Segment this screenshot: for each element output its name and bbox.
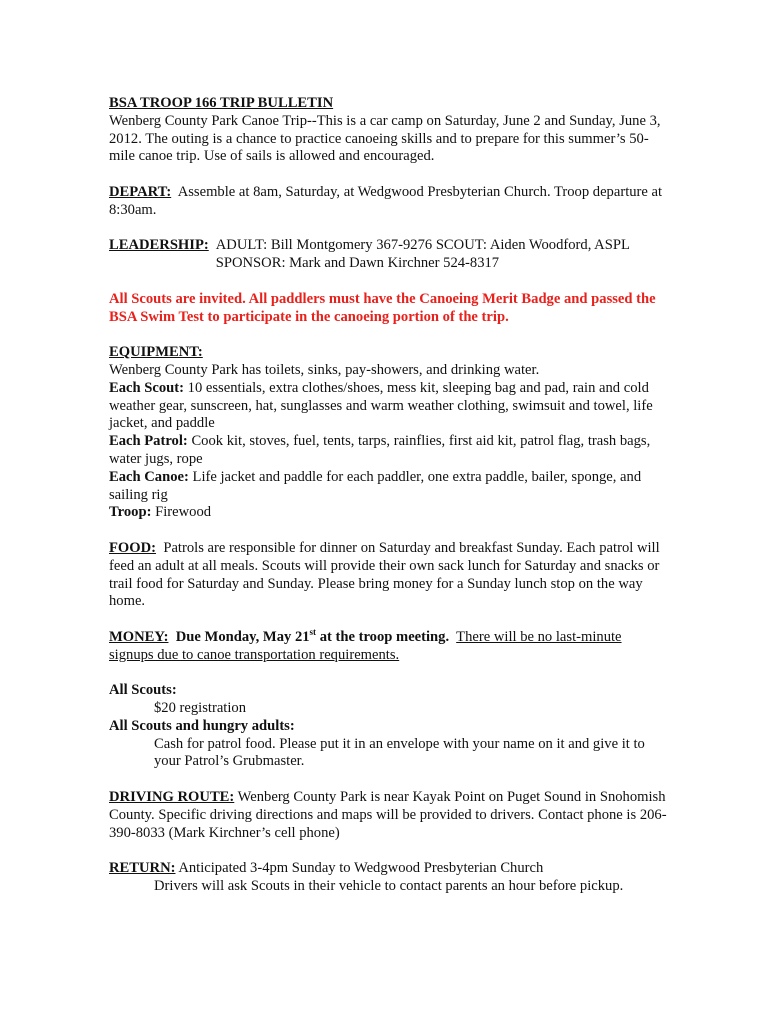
depart-label: DEPART: — [109, 183, 172, 200]
money-note: There will be no last-minute signups due to canoe transportation requirements. — [109, 628, 622, 663]
food-text: Patrols are responsible for dinner on Saturday and breakfast Sunday. Each patrol will feed an adult at all meals. Scouts will provide their own sack lunch for Saturday and snacks or trail food for Saturday and Sunday. Please bring money for a Sunday lunch stop on the way home. — [109, 539, 660, 610]
leadership-section — [109, 237, 669, 273]
equipment-section — [109, 344, 669, 522]
money-label: MONEY: — [109, 628, 169, 645]
money-section — [109, 629, 669, 665]
return-label: RETURN: — [109, 860, 176, 877]
money-due: Due Monday, May 21st at the troop meeting. — [175, 627, 450, 645]
equipment-item: Each Scout: 10 essentials, extra clothes/shoes, mess kit, sleeping bag and pad, rain and cold weather gear, sunscreen, hat, sunglasses and warm weather clothing, swimsuit and towel, life jacket, and paddle — [109, 379, 653, 432]
participation-notice: All Scouts are invited. All paddlers must have the Canoeing Merit Badge and passed the BSA Swim Test to participate in the canoeing portion of the trip. — [109, 290, 656, 325]
intro-paragraph: Wenberg County Park Canoe Trip--This is a car camp on Saturday, June 2 and Sunday, June 3, 2012. The outing is a chance to practice canoeing skills and to prepare for this summer’s 50-mile canoe trip. Use of sails is allowed and encouraged. — [109, 112, 661, 165]
leadership-line-2: SPONSOR: Mark and Dawn Kirchner 524-8317 — [215, 255, 500, 272]
depart-text: Assemble at 8am, Saturday, at Wedgwood Presbyterian Church. Troop departure at 8:30am. — [109, 183, 663, 218]
payment-text: Cash for patrol food. Please put it in an envelope with your name on it and give it to your Patrol’s Grubmaster. — [154, 735, 645, 770]
payment-label: All Scouts and hungry adults: — [109, 717, 295, 734]
food-section — [109, 540, 669, 611]
return-line-1: Anticipated 3-4pm Sunday to Wedgwood Presbyterian Church — [178, 860, 544, 877]
return-section — [109, 860, 669, 896]
payment-label: All Scouts: — [109, 682, 177, 699]
depart-section — [109, 184, 669, 220]
equipment-item: Each Patrol: Cook kit, stoves, fuel, tents, tarps, rainflies, first aid kit, patrol flag, trash bags, water jugs, rope — [109, 433, 651, 467]
driving-text: Wenberg County Park is near Kayak Point on Puget Sound in Snohomish County. Specific driving directions and maps will be provided to drivers. Contact phone is 206-390-8033 (Mark Kirchner’s cell phone) — [109, 789, 667, 841]
leadership-line-1: ADULT: Bill Montgomery 367-9276 SCOUT: Aiden Woodford, ASPL — [215, 237, 630, 254]
bulletin-page — [109, 95, 669, 896]
equipment-park-note: Wenberg County Park has toilets, sinks, pay-showers, and drinking water. — [109, 361, 540, 378]
equipment-item: Troop: Firewood — [109, 504, 212, 521]
payments-section — [109, 682, 669, 771]
bulletin-title: BSA TROOP 166 TRIP BULLETIN — [109, 95, 334, 111]
driving-section — [109, 789, 669, 842]
food-label: FOOD: — [109, 539, 157, 556]
equipment-label: EQUIPMENT: — [109, 344, 203, 361]
equipment-item: Each Canoe: Life jacket and paddle for each paddler, one extra paddle, bailer, sponge, and sailing rig — [109, 468, 642, 503]
payment-text: $20 registration — [154, 700, 247, 717]
driving-label: DRIVING ROUTE: — [109, 789, 235, 806]
return-line-2: Drivers will ask Scouts in their vehicle to contact parents an hour before pickup. — [154, 878, 624, 895]
leadership-label: LEADERSHIP: — [109, 237, 209, 254]
